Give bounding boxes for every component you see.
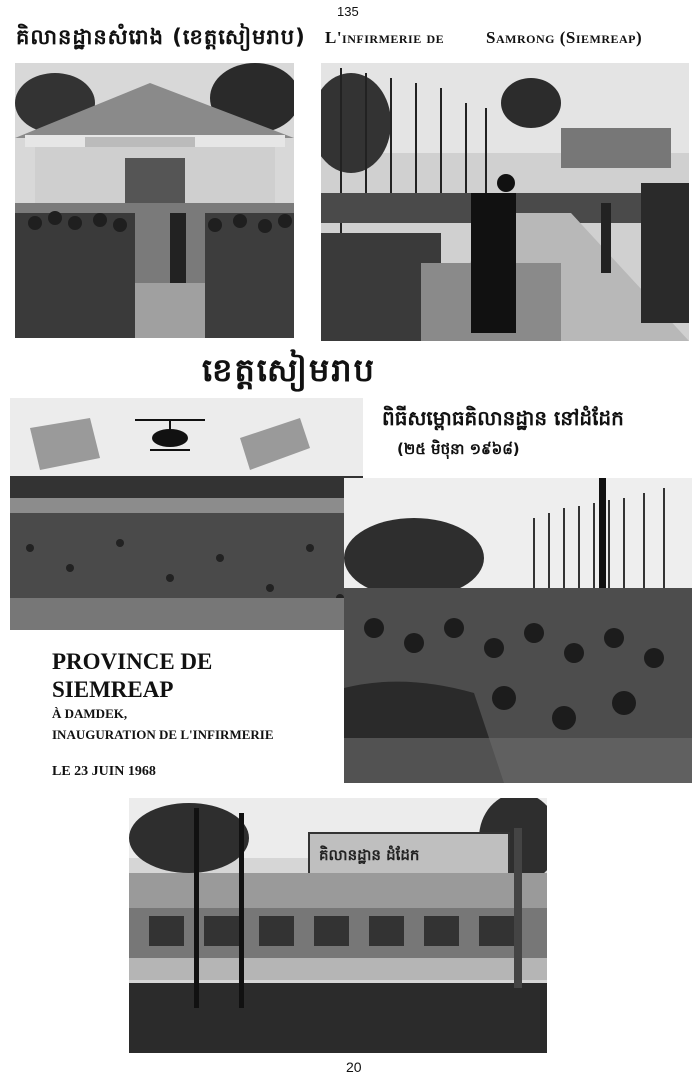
french-header-title-1: L'infirmerie de [325,28,445,47]
caption-province: PROVINCE DE [52,649,213,674]
french-header-title-2: Samrong (Siemreap) [486,28,643,47]
caption-inauguration: INAUGURATION DE L'INFIRMERIE [52,727,274,742]
photo-damdek-crowd [344,478,692,783]
photo-damdek-infirmary [129,798,547,1053]
photo-samrong-infirmary [15,63,294,338]
center-khmer-heading: ខេត្តសៀមរាប [202,351,376,389]
khmer-header-title: គិលានដ្ឋានសំរោង (ខេត្តសៀមរាប) [16,25,306,49]
caption-a-damdek: À DAMDEK, [52,706,128,721]
caption-siemreap: SIEMREAP [52,677,174,702]
caption-date: LE 23 JUIN 1968 [52,764,156,779]
photo-sign-text: គិលានដ្ឋាន ដំដែក [319,846,420,864]
bottom-page-number: 20 [346,1059,362,1075]
top-page-number: 135 [337,4,359,19]
photo-samrong-arrival [321,63,689,341]
khmer-caption-date: (២៥ មិថុនា ១៩៦៨) [397,440,520,458]
photo-helicopter-crowd [10,398,363,630]
khmer-caption-line1: ពិធីសម្ពោធគិលានដ្ឋាន នៅដំដែក [382,406,624,430]
